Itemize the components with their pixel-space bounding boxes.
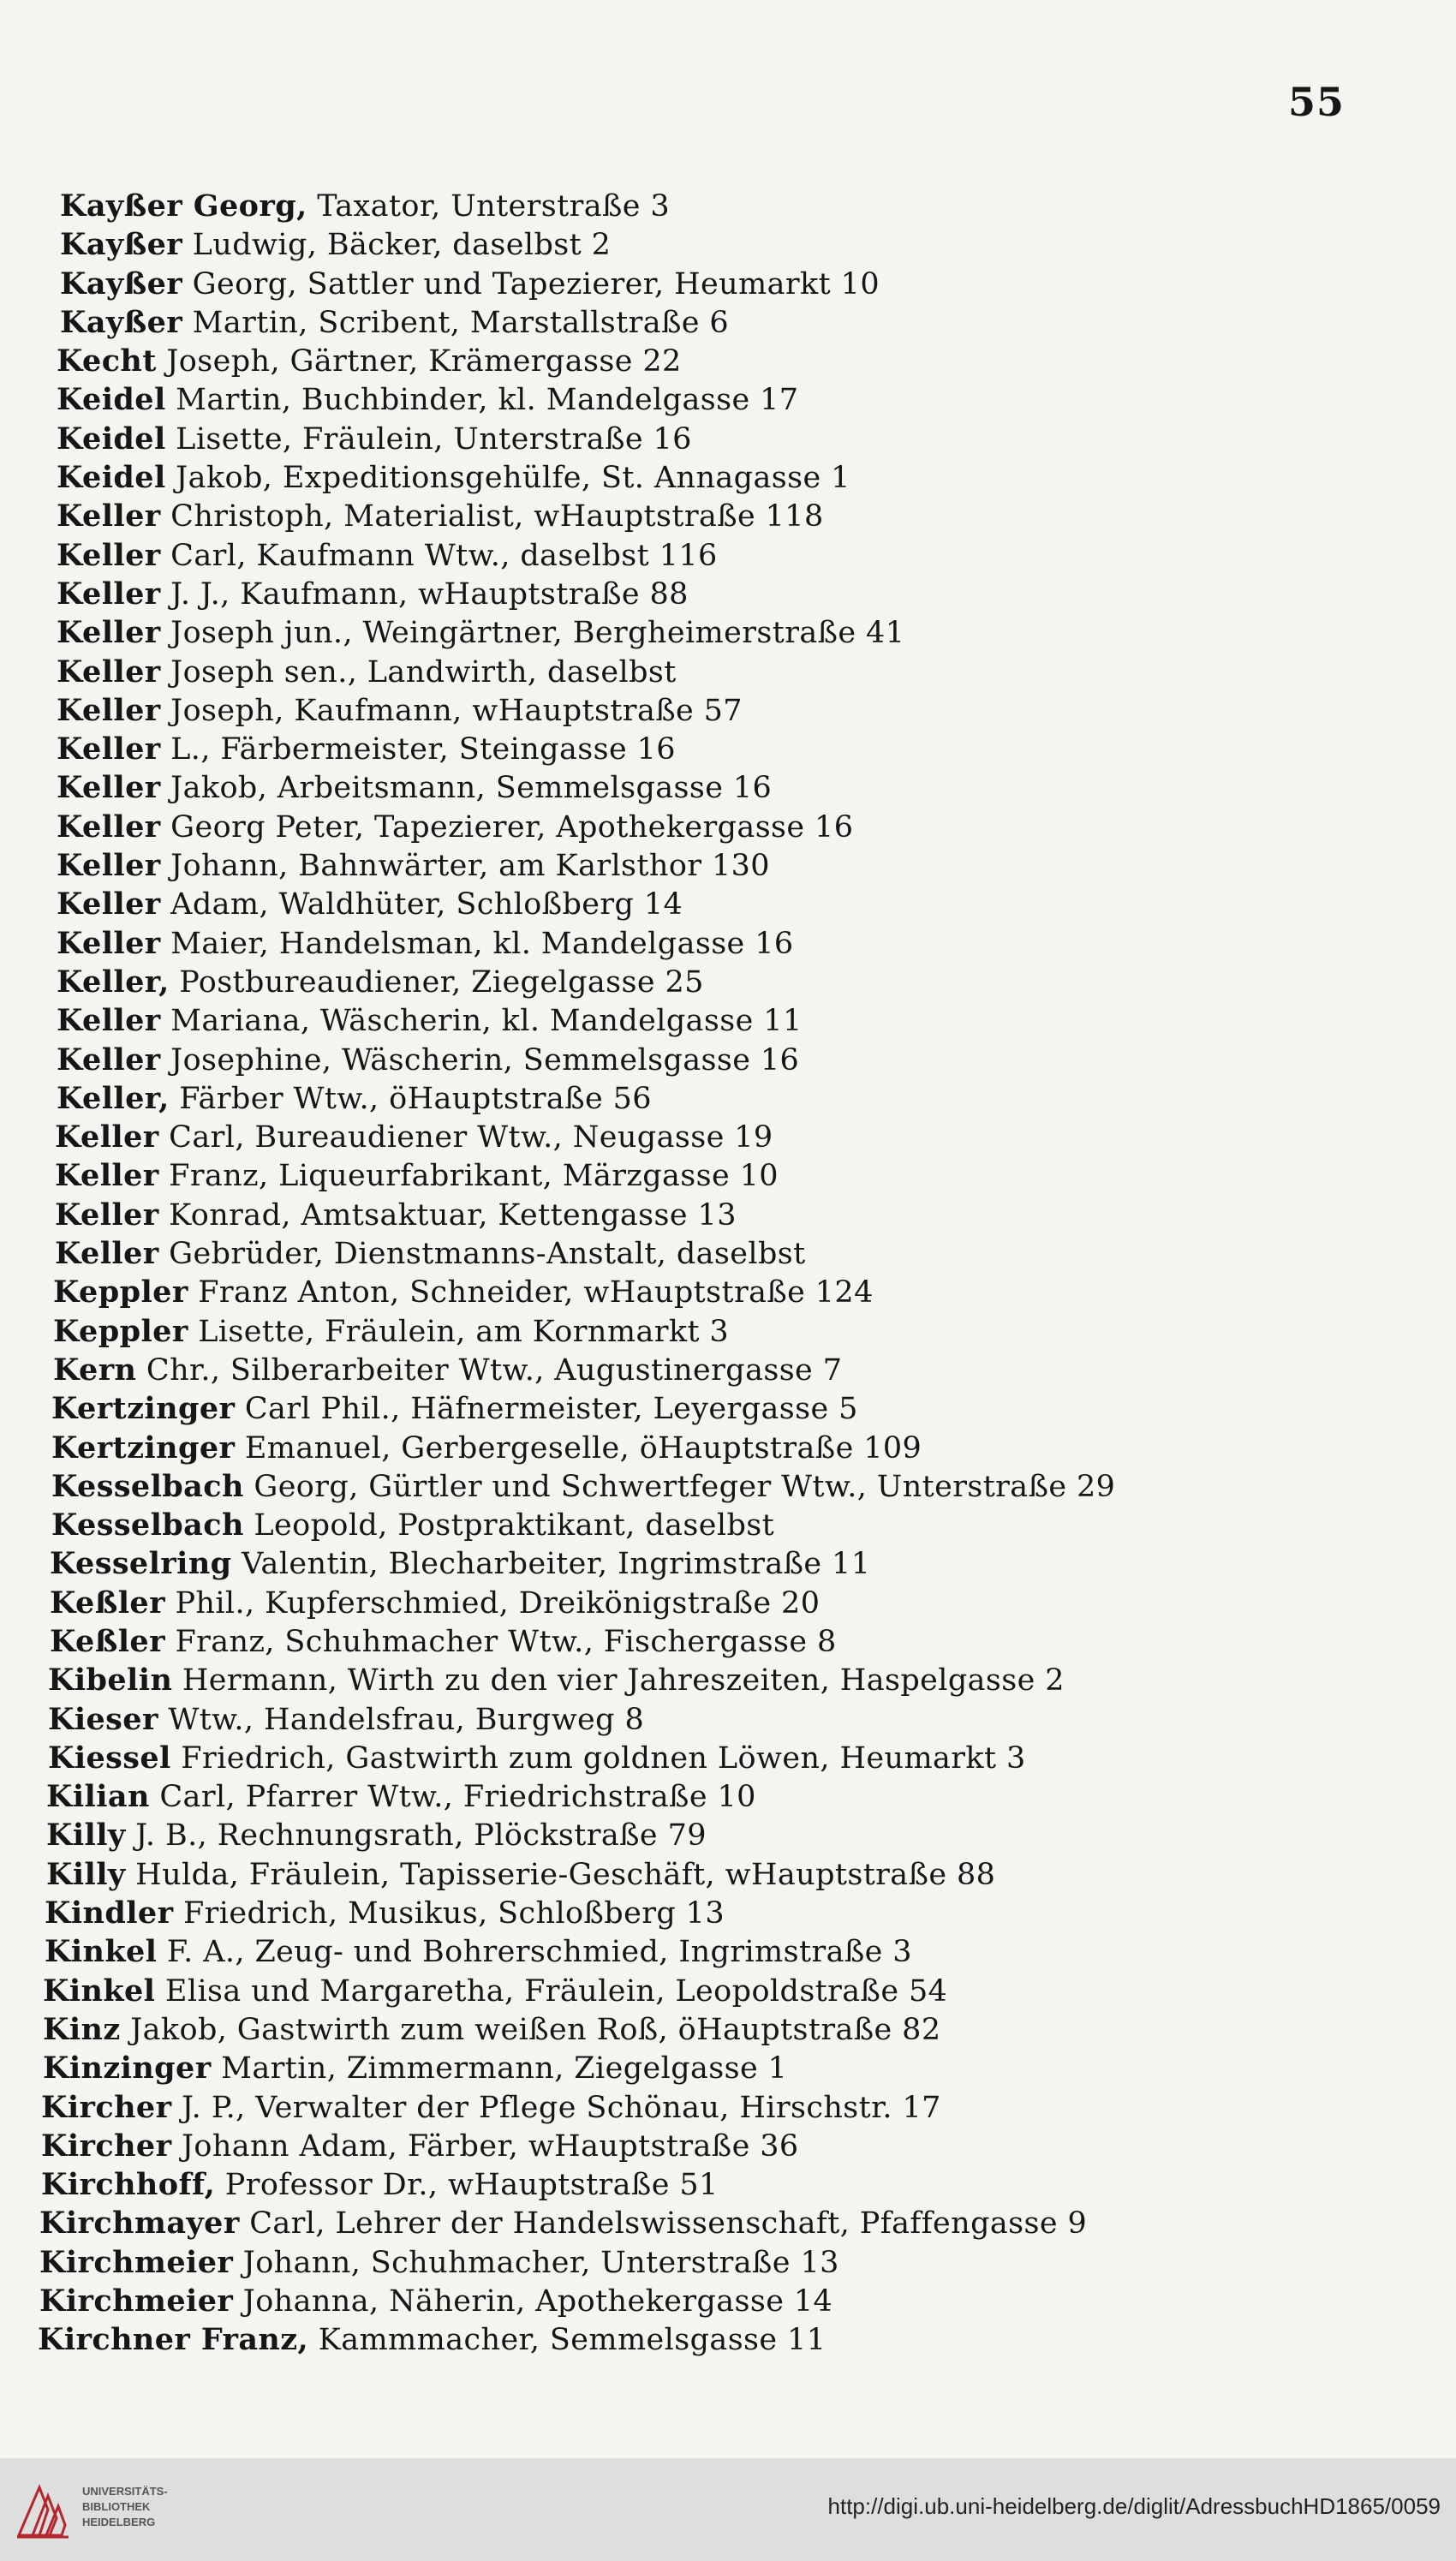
page-number: 55 <box>1287 79 1345 125</box>
entry-surname: Kayßer <box>60 304 183 340</box>
entry-details: Jakob, Gastwirth zum weißen Roß, öHauptstraße 82 <box>120 2012 941 2047</box>
footer-bar <box>0 2458 1456 2561</box>
directory-entry <box>0 575 1115 613</box>
directory-entry <box>0 497 1115 535</box>
entry-surname: Kayßer <box>60 266 183 301</box>
directory-entry <box>0 1972 1115 2010</box>
entry-surname: Keßler <box>50 1585 165 1621</box>
directory-entry <box>0 536 1115 575</box>
entry-surname: Keller <box>57 615 161 651</box>
entry-surname: Kircher <box>41 2128 172 2164</box>
entry-surname: Keller <box>57 1042 161 1078</box>
entry-details: Chr., Silberarbeiter Wtw., Augustinergasse 7 <box>136 1352 843 1388</box>
directory-entry <box>0 2282 1115 2320</box>
entry-details: Joseph, Kaufmann, wHauptstraße 57 <box>160 693 743 728</box>
directory-entry <box>0 303 1115 342</box>
entry-surname: Kecht <box>57 343 157 379</box>
entry-details: Carl, Pfarrer Wtw., Friedrichstraße 10 <box>149 1780 756 1815</box>
entry-details: Emanuel, Gerbergeselle, öHauptstraße 109 <box>235 1430 922 1466</box>
directory-entry <box>0 768 1115 807</box>
entry-details: Johann Adam, Färber, wHauptstraße 36 <box>171 2128 799 2164</box>
entry-details: Joseph, Gärtner, Krämergasse 22 <box>156 344 682 379</box>
directory-entry <box>0 2165 1115 2204</box>
entry-details: Carl Phil., Häfnermeister, Leyergasse 5 <box>235 1392 858 1427</box>
directory-entry <box>0 653 1115 691</box>
library-name-line: HEIDELBERG <box>82 2516 156 2528</box>
directory-entry <box>0 2088 1115 2127</box>
directory-entry <box>0 924 1115 963</box>
entry-surname: Keller, <box>57 1080 170 1116</box>
entry-surname: Kinkel <box>45 1934 158 1970</box>
directory-entry <box>0 2320 1115 2359</box>
directory-entry <box>0 2127 1115 2165</box>
entry-details: J. J., Kaufmann, wHauptstraße 88 <box>160 576 689 612</box>
entry-surname: Killy <box>46 1818 126 1854</box>
directory-entry <box>0 2243 1115 2282</box>
library-name-line: UNIVERSITÄTS- <box>82 2485 168 2498</box>
entry-surname: Keller <box>57 654 161 690</box>
entry-surname: Keller <box>57 770 161 806</box>
entry-surname: Keller <box>55 1119 159 1155</box>
entry-surname: Keller <box>57 925 161 961</box>
entry-surname: Kiessel <box>48 1740 171 1776</box>
entry-surname: Killy <box>46 1856 126 1892</box>
entry-surname: Keppler <box>53 1313 188 1349</box>
entry-surname: Keidel <box>57 382 166 418</box>
entry-details: Carl, Bureaudiener Wtw., Neugasse 19 <box>158 1120 773 1155</box>
directory-entry <box>0 1544 1115 1583</box>
entry-surname: Keßler <box>50 1623 165 1659</box>
directory-entry <box>0 963 1115 1001</box>
directory-entry <box>0 1389 1115 1428</box>
directory-entries <box>0 187 1115 2360</box>
entry-surname: Keidel <box>57 421 166 457</box>
entry-surname: Keller <box>57 848 161 884</box>
directory-entry <box>0 1351 1115 1389</box>
entry-details: Ludwig, Bäcker, daselbst 2 <box>182 228 612 263</box>
entry-surname: Kirchner Franz, <box>38 2322 309 2358</box>
directory-entry <box>0 458 1115 497</box>
entry-details: Lisette, Fräulein, Unterstraße 16 <box>165 421 692 457</box>
entry-surname: Kirchmeier <box>39 2244 234 2280</box>
entry-surname: Kesselbach <box>51 1507 244 1543</box>
directory-entry <box>0 1622 1115 1661</box>
entry-surname: Kayßer <box>60 227 183 263</box>
entry-surname: Keller <box>55 1197 159 1233</box>
directory-entry <box>0 187 1115 225</box>
directory-entry <box>0 1816 1115 1854</box>
entry-details: Georg, Gürtler und Schwertfeger Wtw., Unterstraße 29 <box>243 1469 1116 1504</box>
directory-entry <box>0 1661 1115 1699</box>
library-name <box>82 2484 168 2530</box>
entry-details: Martin, Scribent, Marstallstraße 6 <box>182 305 730 340</box>
entry-surname: Kirchhoff, <box>41 2167 216 2203</box>
directory-entry <box>0 691 1115 730</box>
entry-details: Georg Peter, Tapezierer, Apothekergasse 16 <box>160 809 854 845</box>
entry-details: J. P., Verwalter der Pflege Schönau, Hirschstr. 17 <box>171 2090 941 2125</box>
directory-entry <box>0 730 1115 768</box>
entry-details: Färber Wtw., öHauptstraße 56 <box>169 1081 652 1116</box>
entry-details: Johann, Schuhmacher, Unterstraße 13 <box>233 2245 839 2280</box>
entry-details: Carl, Kaufmann Wtw., daselbst 116 <box>160 538 718 573</box>
directory-entry <box>0 1156 1115 1195</box>
entry-details: J. B., Rechnungsrath, Plöckstraße 79 <box>125 1818 707 1854</box>
entry-details: Adam, Waldhüter, Schloßberg 14 <box>160 887 683 922</box>
entry-surname: Keller <box>57 886 161 922</box>
entry-details: Franz, Schuhmacher Wtw., Fischergasse 8 <box>164 1624 837 1659</box>
entry-surname: Kertzinger <box>51 1391 236 1427</box>
entry-details: Phil., Kupferschmied, Dreikönigstraße 20 <box>164 1585 820 1621</box>
entry-details: Martin, Zimmermann, Ziegelgasse 1 <box>211 2051 788 2086</box>
entry-details: Lisette, Fräulein, am Kornmarkt 3 <box>188 1314 730 1349</box>
entry-surname: Keller <box>55 1158 159 1194</box>
directory-entry <box>0 265 1115 303</box>
entry-surname: Kern <box>53 1352 137 1388</box>
directory-entry <box>0 1700 1115 1739</box>
directory-entry <box>0 2204 1115 2242</box>
entry-surname: Keidel <box>57 460 166 496</box>
entry-surname: Kesselbach <box>51 1468 244 1504</box>
entry-details: Konrad, Amtsaktuar, Kettengasse 13 <box>158 1197 737 1233</box>
entry-details: Gebrüder, Dienstmanns-Anstalt, daselbst <box>158 1237 806 1272</box>
entry-details: Georg, Sattler und Tapezierer, Heumarkt 10 <box>182 266 880 301</box>
entry-surname: Keller <box>57 498 161 534</box>
entry-surname: Kieser <box>48 1701 158 1737</box>
entry-surname: Kilian <box>46 1779 150 1815</box>
entry-details: Elisa und Margaretha, Fräulein, Leopoldstraße 54 <box>155 1973 948 2009</box>
entry-surname: Kibelin <box>48 1663 173 1698</box>
entry-details: Hermann, Wirth zu den vier Jahreszeiten, Haspelgasse 2 <box>172 1663 1065 1698</box>
entry-details: Christoph, Materialist, wHauptstraße 118 <box>160 499 824 534</box>
directory-entry <box>0 225 1115 264</box>
entry-surname: Kirchmayer <box>39 2206 240 2242</box>
entry-surname: Keller <box>57 576 161 612</box>
directory-entry <box>0 1118 1115 1156</box>
directory-entry <box>0 380 1115 419</box>
entry-details: Professor Dr., wHauptstraße 51 <box>215 2168 719 2203</box>
entry-details: F. A., Zeug- und Bohrerschmied, Ingrimstraße 3 <box>157 1935 912 1970</box>
entry-surname: Keller <box>57 731 161 767</box>
entry-surname: Kayßer Georg, <box>60 188 307 224</box>
directory-entry <box>0 1429 1115 1467</box>
entry-details: Friedrich, Gastwirth zum goldnen Löwen, Heumarkt 3 <box>170 1740 1026 1776</box>
directory-entry <box>0 885 1115 923</box>
entry-surname: Keller <box>57 809 161 845</box>
entry-details: Taxator, Unterstraße 3 <box>307 189 671 224</box>
directory-entry <box>0 1777 1115 1816</box>
directory-entry <box>0 420 1115 458</box>
directory-entry <box>0 2049 1115 2087</box>
entry-details: Johann, Bahnwärter, am Karlsthor 130 <box>160 849 770 884</box>
directory-entry <box>0 1273 1115 1311</box>
entry-details: Wtw., Handelsfrau, Burgweg 8 <box>158 1702 645 1737</box>
directory-entry <box>0 342 1115 380</box>
entry-surname: Kertzinger <box>51 1430 236 1466</box>
source-url-link[interactable]: http://digi.ub.uni-heidelberg.de/diglit/AdressbuchHD1865/0059 <box>827 2493 1441 2519</box>
entry-details: Johanna, Näherin, Apothekergasse 14 <box>233 2284 833 2319</box>
entry-details: Carl, Lehrer der Handelswissenschaft, Pfaffengasse 9 <box>239 2206 1088 2242</box>
entry-details: Franz Anton, Schneider, wHauptstraße 124 <box>188 1275 874 1310</box>
entry-details: Joseph jun., Weingärtner, Bergheimerstraße 41 <box>160 616 905 651</box>
library-logo-icon <box>14 2475 82 2544</box>
entry-surname: Keller, <box>57 964 170 1000</box>
entry-surname: Kirchmeier <box>39 2283 234 2319</box>
entry-details: Postbureaudiener, Ziegelgasse 25 <box>169 964 704 1000</box>
entry-surname: Keller <box>55 1236 159 1272</box>
entry-details: Kammmacher, Semmelsgasse 11 <box>308 2323 826 2358</box>
directory-entry <box>0 1467 1115 1506</box>
directory-entry <box>0 1894 1115 1932</box>
entry-surname: Kinkel <box>43 1973 156 2009</box>
entry-details: Friedrich, Musikus, Schloßberg 13 <box>173 1896 725 1931</box>
entry-details: Martin, Buchbinder, kl. Mandelgasse 17 <box>165 383 799 418</box>
directory-entry <box>0 1506 1115 1544</box>
entry-details: Maier, Handelsman, kl. Mandelgasse 16 <box>160 926 794 961</box>
directory-entry <box>0 1041 1115 1079</box>
entry-details: Mariana, Wäscherin, kl. Mandelgasse 11 <box>160 1004 803 1039</box>
entry-surname: Keller <box>57 537 161 573</box>
library-name-line: BIBLIOTHEK <box>82 2500 151 2513</box>
entry-surname: Kesselring <box>50 1546 232 1582</box>
entry-details: Franz, Liqueurfabrikant, Märzgasse 10 <box>158 1159 779 1194</box>
directory-entry <box>0 808 1115 846</box>
directory-entry <box>0 2010 1115 2049</box>
entry-details: Leopold, Postpraktikant, daselbst <box>243 1508 775 1543</box>
entry-details: Joseph sen., Landwirth, daselbst <box>160 654 677 690</box>
directory-entry <box>0 1932 1115 1971</box>
entry-details: Valentin, Blecharbeiter, Ingrimstraße 11 <box>231 1547 871 1582</box>
entry-details: L., Färbermeister, Steingasse 16 <box>160 732 676 767</box>
entry-surname: Keller <box>57 1003 161 1039</box>
entry-details: Jakob, Expeditionsgehülfe, St. Annagasse 1 <box>165 461 850 496</box>
entry-details: Hulda, Fräulein, Tapisserie-Geschäft, wHauptstraße 88 <box>125 1857 996 1892</box>
entry-surname: Kindler <box>45 1895 174 1931</box>
directory-entry <box>0 1312 1115 1351</box>
entry-surname: Kinzinger <box>43 2051 212 2086</box>
directory-entry <box>0 1001 1115 1040</box>
entry-surname: Kircher <box>41 2089 172 2125</box>
directory-entry <box>0 1196 1115 1234</box>
entry-surname: Kinz <box>43 2011 121 2047</box>
entry-surname: Keller <box>57 692 161 728</box>
directory-entry <box>0 1079 1115 1118</box>
directory-entry <box>0 613 1115 652</box>
directory-entry <box>0 1584 1115 1622</box>
directory-entry <box>0 1739 1115 1777</box>
directory-entry <box>0 1234 1115 1273</box>
directory-entry <box>0 1855 1115 1894</box>
entry-details: Josephine, Wäscherin, Semmelsgasse 16 <box>160 1042 800 1078</box>
directory-entry <box>0 846 1115 885</box>
entry-surname: Keppler <box>53 1275 188 1310</box>
entry-details: Jakob, Arbeitsmann, Semmelsgasse 16 <box>160 771 773 806</box>
